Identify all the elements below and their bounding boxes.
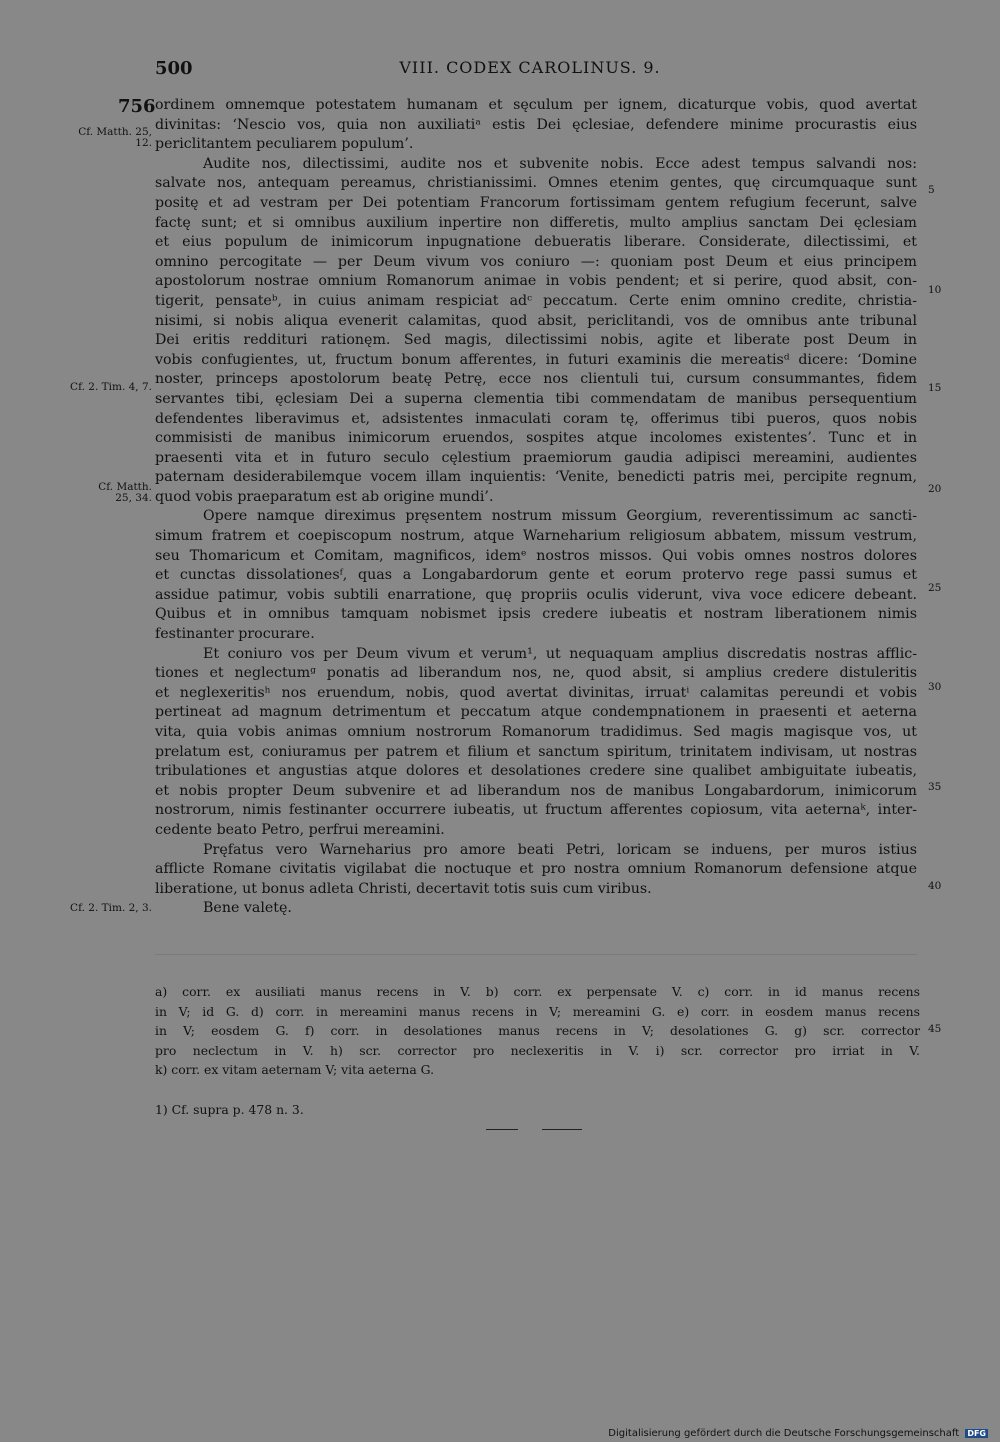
text-line: Bene valetę. xyxy=(203,900,292,917)
page-header xyxy=(0,58,1000,82)
end-dash-right xyxy=(542,1129,582,1130)
line-number: 20 xyxy=(928,483,942,495)
footnote-line: k) corr. ex vitam aeternam V; vita aeterna G. xyxy=(155,1062,435,1078)
line-number: 5 xyxy=(928,184,935,196)
text-line: nisimi, si nobis aliqua evenerit calamitas, quod absit, periclitandi, vos de omnibus ante tribunal xyxy=(155,312,917,329)
text-line: et neglexeritisʰ nos eruendum, nobis, quod avertat divinitas, irruatⁱ calamitas pereundi et vobis xyxy=(155,684,917,701)
text-line: Quibus et in omnibus tamquam nobismet ipsis credere iubeatis et nostram liberationem nimis xyxy=(155,606,917,623)
text-line: servantes tibi, ęclesiam Dei a superna clementia tibi commendatam de manibus persequentium xyxy=(155,390,917,407)
end-dash-left xyxy=(486,1129,518,1130)
footnote-line: a) corr. ex ausiliati manus recens in V. b) corr. ex perpensate V. c) corr. in id manus recens xyxy=(155,984,920,999)
text-line: praesenti vita et in futuro seculo cęlestium praemiorum gaudia adipisci mereamini, audientes xyxy=(155,449,917,466)
line-number: 30 xyxy=(928,681,942,693)
text-line: Dei eritis reddituri rationęm. Sed magis, dilectissimi nobis, agite et liberate post Deum in xyxy=(155,332,917,349)
footnotes xyxy=(155,982,920,1080)
footer-credit xyxy=(608,1428,988,1439)
line-number: 25 xyxy=(928,582,942,594)
text-line: vita, quia vobis animas omnium nostrorum Romanorum tradidimus. Sed magis magisque vos, ut xyxy=(155,724,917,740)
text-line: festinanter procurare. xyxy=(155,626,315,643)
text-line: paternam desiderabilemque vocem illam inquientis: ‘Venite, benedicti patris mei, percipite regnum, xyxy=(155,469,917,486)
text-line: pertineat ad magnum detrimentum et peccatum atque condempnationem in praesenti et aeterna xyxy=(155,704,917,721)
text-line: afflicte Romane civitatis vigilabat die noctuque et pro nostra omnium Romanorum defensione atque xyxy=(155,861,917,878)
line-number: 10 xyxy=(928,284,942,296)
text-line: tiones et neglectumᵍ ponatis ad liberandum nos, ne, quod absit, si amplius credere distuleritis xyxy=(155,665,917,682)
main-text xyxy=(155,96,917,919)
page-number: 500 xyxy=(155,58,193,79)
text-line: Audite nos, dilectissimi, audite nos et subvenite nobis. Ecce adest tempus salvandi nos: xyxy=(203,155,917,172)
footnote-line: in V; id G. d) corr. in mereamini manus recens in V; mereamini G. e) corr. in eosdem manus recens xyxy=(155,1003,920,1019)
year-marker: 756 xyxy=(118,96,156,117)
text-line: et eius populum de inimicorum inpugnatione debueratis liberare. Considerate, dilectissimi, et xyxy=(155,234,917,251)
text-line: noster, princeps apostolorum beatę Petrę, ecce nos clientuli tui, cursum consummantes, fidem xyxy=(155,371,917,388)
footnote-line: pro neclectum in V. h) scr. corrector pro neclexeritis in V. i) scr. corrector pro irriat in V. xyxy=(155,1042,920,1058)
margin-note: 25, 34. xyxy=(115,492,152,504)
line-number: 40 xyxy=(928,880,942,892)
running-title xyxy=(0,58,1000,77)
source-note-text: 1) Cf. supra p. 478 n. 3. xyxy=(155,1102,304,1117)
line-number: 35 xyxy=(928,781,942,793)
margin-note: Cf. Matth. xyxy=(98,481,152,493)
text-line: assidue patimur, vobis subtili enarratione, quę propriis oculis viderunt, viva voce edicere debeant. xyxy=(155,586,917,603)
text-line: vobis confugientes, ut, fructum bonum afferentes, in futuri examinis die mereatisᵈ dicere: ‘Domine xyxy=(155,351,917,368)
text-line: prelatum est, coniuramus per patrem et filium et sanctum spiritum, trinitatem indivisam, ut nostras xyxy=(155,743,917,760)
text-line: factę sunt; et si omnibus auxilium inpertire non differetis, multo amplius sanctam Dei ęclesiam xyxy=(155,214,917,231)
text-line: liberatione, ut bonus adleta Christi, decertavit totis suis cum viribus. xyxy=(155,880,652,897)
margin-note: Cf. Matth. 25, xyxy=(78,126,152,138)
text-line: tigerit, pensateᵇ, in cuius animam respiciat adᶜ peccatum. Certe enim omnino credite, christia- xyxy=(155,292,917,309)
text-line: simum fratrem et coepiscopum nostrum, atque Warneharium religiosum abbatem, missum vestrum, xyxy=(155,528,917,545)
text-line: nostrorum, nimis festinanter occurrere iubeatis, ut fructum afferentes copiosum, vita aeternaᵏ, inter- xyxy=(155,802,917,819)
line-number: 45 xyxy=(928,1023,942,1035)
separator-line xyxy=(155,954,917,955)
text-line: commisisti de manibus inimicorum eruendos, sospites atque incolomes existentes’. Tunc et in xyxy=(155,430,917,447)
margin-note: Cf. 2. Tim. 2, 3. xyxy=(70,902,152,914)
line-number: 15 xyxy=(928,382,942,394)
text-line: seu Thomaricum et Comitam, magnificos, idemᵉ nostros missos. Qui vobis omnes nostros dolores xyxy=(155,547,917,564)
text-line: apostolorum nostrae omnium Romanorum animae in vobis pendent; et si perire, quod absit, con- xyxy=(155,273,917,290)
text-line: Opere namque direximus pręsentem nostrum missum Georgium, reverentissimum ac sancti- xyxy=(203,508,917,525)
text-line: defendentes liberavimus et, adsistentes inmaculati coram tę, offerimus tibi pueros, quos nobis xyxy=(155,410,917,427)
text-line: Pręfatus vero Warneharius pro amore beati Petri, loricam se induens, per muros istius xyxy=(203,841,917,858)
footnote-line: in V; eosdem G. f) corr. in desolationes manus recens in V; desolationes G. g) scr. corrector xyxy=(155,1023,920,1039)
text-line: cedente beato Petro, perfrui mereamini. xyxy=(155,821,445,838)
text-line: positę et ad vestram per Dei potentiam Francorum fortissimam gentem refugium fecerunt, salve xyxy=(155,194,917,211)
source-note xyxy=(155,1100,920,1120)
margin-note: 12. xyxy=(135,137,152,149)
text-line: omnino percogitate — per Deum vivum vos coniuro —: quoniam post Deum et eius principem xyxy=(155,253,917,270)
text-line: salvate nos, antequam pereamus, christianissimi. Omnes etenim gentes, quę circumquaque sunt xyxy=(155,175,917,192)
text-line: periclitantem peculiarem populum’. xyxy=(155,136,414,153)
text-line: et nobis propter Deum subvenire et ad liberandum nos de manibus Longabardorum, inimicorum xyxy=(155,782,917,799)
running-title-text: VIII. CODEX CAROLINUS. 9. xyxy=(399,58,661,77)
footer-text: Digitalisierung gefördert durch die Deutsche Forschungsgemeinschaft xyxy=(608,1428,960,1439)
text-line: ordinem omnemque potestatem humanam et sęculum per ignem, dicaturque vobis, quod avertat xyxy=(155,97,917,113)
text-line: et cunctas dissolationesᶠ, quas a Longabardorum gente et eorum protervo rege passi sumus et xyxy=(155,567,917,584)
text-line: Et coniuro vos per Deum vivum et verum¹, ut nequaquam amplius discredatis nostras afflic- xyxy=(203,645,917,662)
margin-note: Cf. 2. Tim. 4, 7. xyxy=(70,381,152,393)
text-line: tribulationes et angustias atque dolores et desolationes credere sine qualibet ambiguitate iubeatis, xyxy=(155,763,917,780)
dfg-logo-icon: DFG xyxy=(967,1428,986,1438)
text-line: quod vobis praeparatum est ab origine mundi’. xyxy=(155,488,494,505)
text-line: divinitas: ‘Nescio vos, quia non auxiliatiᵃ estis Dei ęclesiae, defendere minime procurastis eius xyxy=(155,116,917,133)
